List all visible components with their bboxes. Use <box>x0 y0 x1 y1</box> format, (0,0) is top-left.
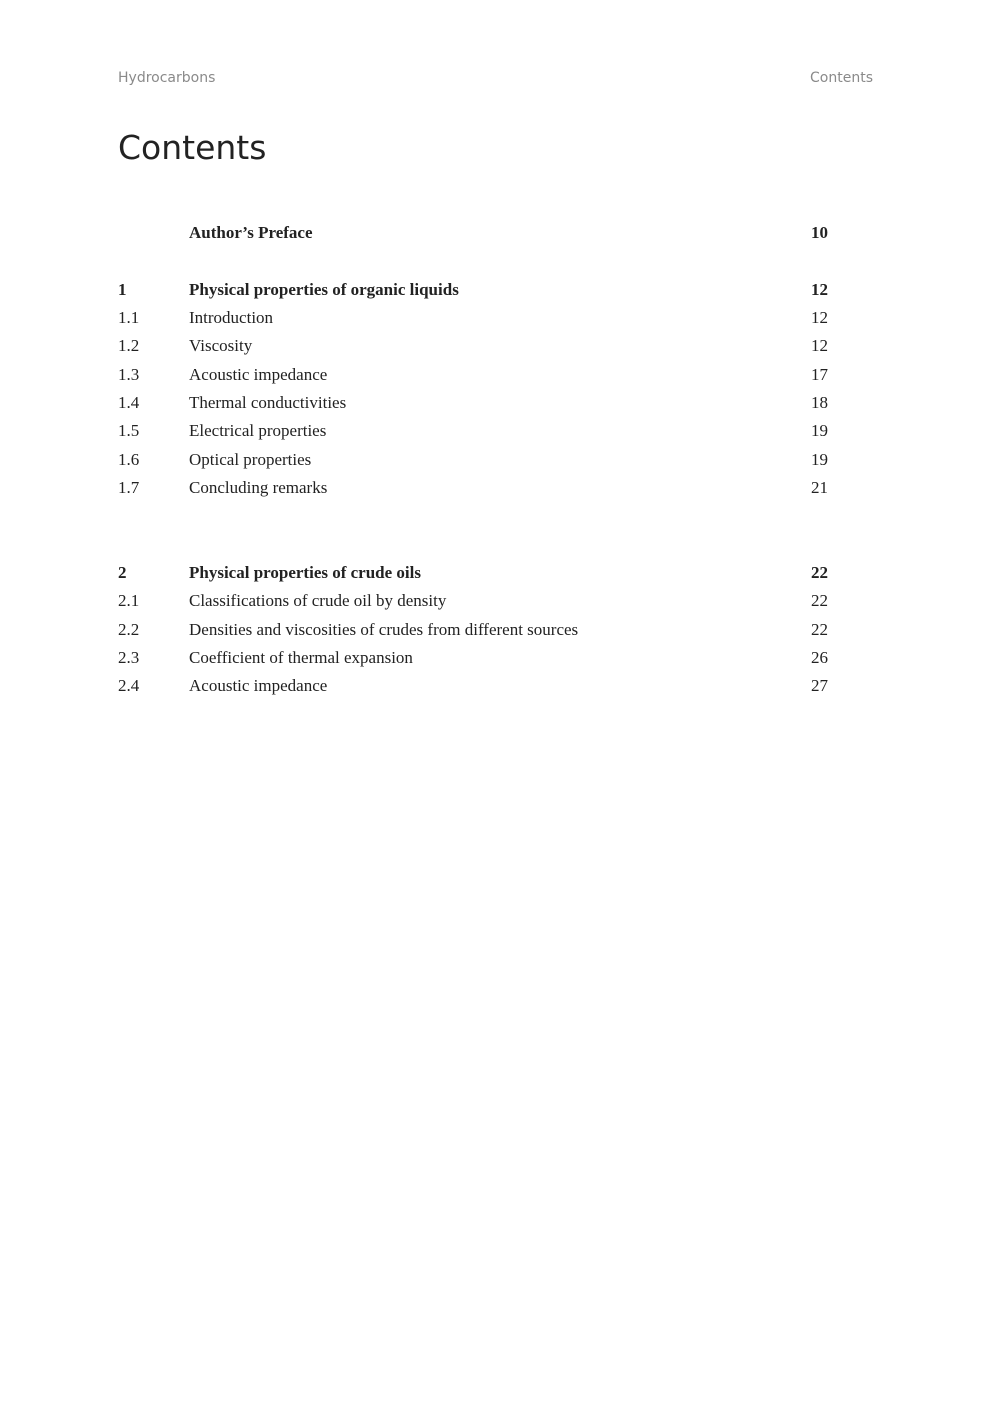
entry-number: 1.4 <box>118 393 140 412</box>
toc-entry[interactable] <box>118 336 828 362</box>
entry-page: 27 <box>811 676 828 695</box>
entry-number: 2.3 <box>118 648 140 667</box>
entry-title: Electrical properties <box>189 421 327 440</box>
entry-title: Thermal conductivities <box>189 393 347 412</box>
entry-page: 22 <box>811 620 828 639</box>
entry-title: Physical properties of organic liquids <box>189 280 459 299</box>
entry-title: Acoustic impedance <box>189 365 328 384</box>
entry-page: 22 <box>811 563 828 582</box>
toc-entry[interactable] <box>118 648 828 674</box>
entry-page: 10 <box>811 223 828 242</box>
running-header-right: Contents <box>810 70 873 86</box>
entry-number: 2.1 <box>118 591 140 610</box>
entry-number: 1.1 <box>118 308 140 327</box>
entry-number: 1.2 <box>118 336 140 355</box>
entry-number: 1.6 <box>118 450 140 469</box>
entry-page: 22 <box>811 591 828 610</box>
entry-title: Introduction <box>189 308 274 327</box>
toc-entry[interactable] <box>118 280 828 306</box>
entry-title: Author’s Preface <box>189 223 313 242</box>
entry-page: 18 <box>811 393 828 412</box>
toc-entry[interactable] <box>118 563 828 589</box>
entry-title: Densities and viscosities of crudes from different sources <box>189 620 579 639</box>
entry-page: 26 <box>811 648 828 667</box>
entry-page: 12 <box>811 308 828 327</box>
entry-title: Concluding remarks <box>189 478 328 497</box>
entry-page: 21 <box>811 478 828 497</box>
toc-entry[interactable] <box>118 308 828 334</box>
entry-title: Viscosity <box>189 336 253 355</box>
entry-number: 2 <box>118 563 127 582</box>
toc-entry[interactable] <box>118 620 828 646</box>
toc-entry[interactable] <box>118 393 828 419</box>
toc-entry[interactable] <box>118 478 828 504</box>
entry-page: 19 <box>811 450 828 469</box>
toc-entry[interactable] <box>118 421 828 447</box>
entry-page: 12 <box>811 336 828 355</box>
running-header-left: Hydrocarbons <box>118 70 216 86</box>
entry-title: Coefficient of thermal expansion <box>189 648 413 667</box>
toc-entry[interactable] <box>118 450 828 476</box>
toc-entry[interactable] <box>118 676 828 702</box>
toc-entry[interactable] <box>118 223 828 249</box>
entry-number: 2.2 <box>118 620 140 639</box>
page-title: Contents <box>118 128 267 167</box>
toc-entry[interactable] <box>118 365 828 391</box>
entry-number: 1 <box>118 280 127 299</box>
entry-page: 17 <box>811 365 828 384</box>
entry-number: 1.7 <box>118 478 140 497</box>
toc-entry[interactable] <box>118 591 828 617</box>
entry-page: 12 <box>811 280 828 299</box>
entry-number: 1.3 <box>118 365 140 384</box>
entry-title: Physical properties of crude oils <box>189 563 421 582</box>
entry-number: 2.4 <box>118 676 140 695</box>
entry-page: 19 <box>811 421 828 440</box>
entry-title: Optical properties <box>189 450 312 469</box>
entry-title: Acoustic impedance <box>189 676 328 695</box>
entry-number: 1.5 <box>118 421 140 440</box>
entry-title: Classifications of crude oil by density <box>189 591 447 610</box>
